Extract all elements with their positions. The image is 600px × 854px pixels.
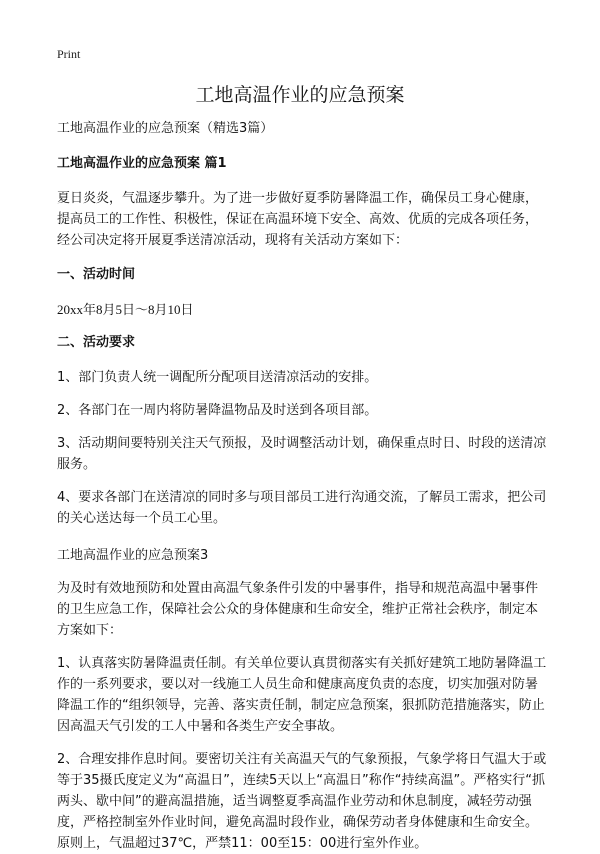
document-subtitle: 工地高温作业的应急预案（精选3篇） [57, 121, 274, 136]
section3-heading: 工地高温作业的应急预案3 [57, 548, 209, 563]
print-label[interactable]: Print [57, 47, 81, 61]
section3-intro: 为及时有效地预防和处置由高温气象条件引发的中暑事件，指导和规范高温中暑事件的卫生应急工作，保障社会公众的身体健康和生命安全，维护正常社会秩序，制定本方案如下： [57, 581, 539, 638]
requirement-item-2: 2、各部门在一周内将防暑降温物品及时送到各项目部。 [57, 403, 378, 418]
document-body [57, 118, 547, 854]
activity-time-value: 20xx年8月5日～8月10日 [57, 302, 194, 317]
heading-activity-requirements: 二、活动要求 [57, 335, 136, 350]
document-title: 工地高温作业的应急预案 [195, 84, 405, 106]
requirement-item-3: 3、活动期间要特别关注天气预报，及时调整活动计划，确保重点时日、时段的送清凉服务。 [57, 436, 547, 472]
requirement-item-1: 1、部门负责人统一调配所分配项目送清凉活动的安排。 [57, 370, 378, 385]
section1-heading: 工地高温作业的应急预案 篇1 [57, 156, 227, 171]
requirement-item-4: 4、要求各部门在送清凉的同时多与项目部员工进行沟通交流，了解员工需求，把公司的关心送达每一个员工心里。 [57, 490, 547, 526]
section3-item-1: 1、认真落实防暑降温责任制。有关单位要认真贯彻落实有关抓好建筑工地防暑降温工作的一系列要求，要以对一线施工人员生命和健康高度负责的态度，切实加强对防暑降温工作的“组织领导，完善、落实责任制，制定应急预案，狠抓防范措施落实，防止因高温天气引发的工人中暑和各类生产安全事故。 [57, 656, 547, 734]
heading-activity-time: 一、活动时间 [57, 267, 136, 282]
section3-item-2: 2、合理安排作息时间。要密切关注有关高温天气的气象预报，气象学将日气温大于或等于35摄氏度定义为“高温日”，连续5天以上“高温日”称作“持续高温”。严格实行“抓两头、歇中间”的避高温措施，适当调整夏季高温作业劳动和休息制度，减轻劳动强度，严格控制室外作业时间，避免高温时段作业，确保劳动者身体健康和生命安全。原则上，气温超过37℃，严禁11：00至15：00进行室外作业。 [57, 752, 547, 851]
intro-paragraph: 夏日炎炎，气温逐步攀升。为了进一步做好夏季防暑降温工作，确保员工身心健康，提高员工的工作性、积极性，保证在高温环境下安全、高效、优质的完成各项任务，经公司决定将开展夏季送清凉活动，现将有关活动方案如下： [57, 191, 539, 248]
